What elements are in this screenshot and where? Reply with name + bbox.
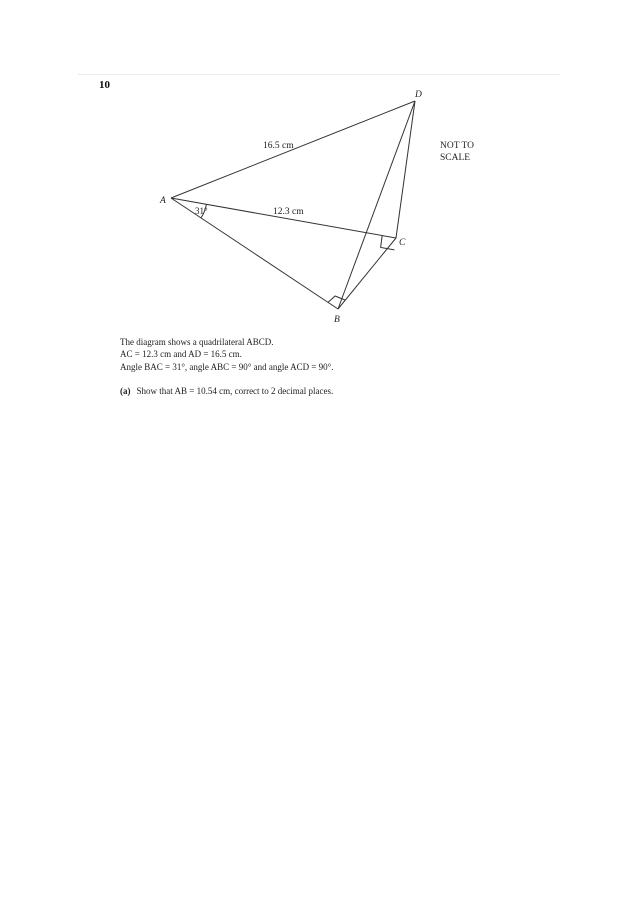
edge-ac — [171, 198, 396, 238]
vertex-label-d: D — [415, 90, 422, 100]
part-a-text: Show that AB = 10.54 cm, correct to 2 decimal places. — [136, 386, 334, 396]
description-line-1: The diagram shows a quadrilateral ABCD. — [120, 337, 274, 347]
not-to-scale-line1: NOT TO — [440, 141, 475, 151]
length-label-ac: 12.3 cm — [273, 207, 304, 217]
question-number: 10 — [99, 79, 110, 91]
vertex-label-a: A — [160, 196, 166, 206]
not-to-scale-note — [440, 140, 474, 164]
edge-cd — [396, 101, 415, 238]
quadrilateral-diagram — [0, 0, 638, 340]
length-label-ad: 16.5 cm — [263, 141, 294, 151]
not-to-scale-line2: SCALE — [440, 153, 471, 163]
vertex-label-b: B — [334, 315, 340, 325]
vertex-label-c: C — [399, 238, 406, 248]
angle-label-bac: 31° — [195, 206, 208, 216]
part-a — [120, 386, 333, 396]
part-a-label: (a) — [120, 386, 131, 396]
description-line-3: Angle BAC = 31°, angle ABC = 90° and angle ACD = 90°. — [120, 362, 334, 372]
edge-bd — [338, 101, 415, 309]
description-line-2: AC = 12.3 cm and AD = 16.5 cm. — [120, 349, 242, 359]
